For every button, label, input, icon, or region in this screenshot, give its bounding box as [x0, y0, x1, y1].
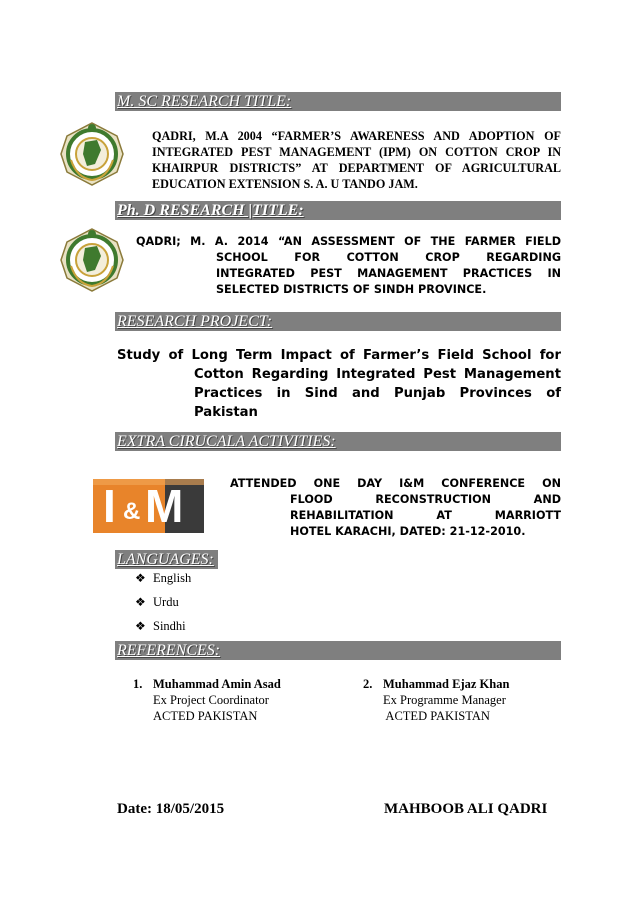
phd-title-first-line — [136, 234, 561, 250]
languages-heading: LANGUAGES: — [115, 550, 218, 569]
msc-title-text — [152, 128, 561, 192]
phd-line: SCHOOL FOR COTTON CROP REGARDING — [216, 251, 561, 264]
phd-line: QADRI; M. A. 2014 “AN ASSESSMENT OF THE FARMER FIELD — [136, 235, 561, 248]
extra-line: REHABILITATION AT MARRIOTT — [290, 509, 561, 522]
language-label: English — [153, 571, 192, 585]
project-text — [194, 365, 561, 422]
language-label: Sindhi — [153, 619, 186, 633]
phd-line: INTEGRATED PEST MANAGEMENT PRACTICES IN — [216, 267, 561, 280]
diamond-bullet-icon: ❖ — [135, 571, 146, 585]
phd-line: SELECTED DISTRICTS OF SINDH PROVINCE. — [216, 283, 487, 296]
extra-line: FLOOD RECONSTRUCTION AND — [290, 493, 561, 506]
diamond-bullet-icon: ❖ — [135, 595, 146, 609]
reference-org: ACTED PAKISTAN — [383, 709, 490, 723]
university-emblem-icon — [57, 120, 127, 188]
reference-item — [133, 676, 333, 724]
phd-title-text — [216, 250, 561, 298]
msc-heading-bar — [115, 92, 561, 111]
university-emblem-icon — [57, 226, 127, 294]
phd-heading: Ph. D RESEARCH |TITLE: — [117, 202, 304, 219]
extra-line: ATTENDED ONE DAY I&M CONFERENCE ON — [230, 477, 561, 490]
extra-heading: EXTRA CIRUCALA ACTIVITIES: — [117, 433, 336, 450]
extra-text — [290, 492, 561, 540]
reference-name: Muhammad Ejaz Khan — [383, 677, 510, 691]
reference-number: 1. — [133, 677, 143, 691]
im-logo-letter-i: I — [103, 480, 116, 532]
phd-heading-bar — [115, 201, 561, 220]
msc-line: INTEGRATED PEST MANAGEMENT (IPM) ON COTTON CROP IN — [152, 145, 561, 159]
im-logo-ampersand: & — [123, 498, 141, 525]
msc-line: QADRI, M.A 2004 “FARMER’S AWARENESS AND ADOPTION OF — [152, 129, 561, 143]
reference-role: Ex Programme Manager — [383, 693, 506, 707]
project-line: Cotton Regarding Integrated Pest Management — [194, 367, 561, 382]
im-logo — [93, 477, 204, 535]
extra-line: HOTEL KARACHI, DATED: 21-12-2010. — [290, 525, 526, 538]
project-line: Study of Long Term Impact of Farmer’s Field School for — [117, 348, 561, 363]
project-heading: RESEARCH PROJECT: — [117, 313, 273, 330]
project-line: Pakistan — [194, 405, 258, 420]
extra-heading-bar — [115, 432, 561, 451]
language-item — [135, 618, 186, 634]
extra-first-line — [230, 476, 561, 492]
reference-number: 2. — [363, 677, 373, 691]
project-line: Practices in Sind and Punjab Provinces of — [194, 386, 561, 401]
reference-role: Ex Project Coordinator — [153, 693, 269, 707]
diamond-bullet-icon: ❖ — [135, 619, 146, 633]
msc-heading: M. SC RESEARCH TITLE: — [117, 93, 292, 110]
references-heading-bar — [115, 641, 561, 660]
footer-signature-name: MAHBOOB ALI QADRI — [384, 801, 548, 817]
references-heading: REFERENCES: — [117, 642, 221, 659]
reference-name: Muhammad Amin Asad — [153, 677, 281, 691]
language-item — [135, 594, 179, 610]
project-heading-bar — [115, 312, 561, 331]
reference-org: ACTED PAKISTAN — [153, 709, 258, 723]
language-item — [135, 570, 191, 586]
msc-line: EDUCATION EXTENSION S. A. U TANDO JAM. — [152, 177, 418, 191]
language-label: Urdu — [153, 595, 179, 609]
project-first-line — [117, 346, 561, 365]
footer-date: Date: 18/05/2015 — [117, 801, 225, 817]
im-logo-letter-m: M — [145, 480, 184, 532]
reference-item — [363, 676, 561, 724]
msc-line: KHAIRPUR DISTRICTS” AT DEPARTMENT OF AGRICULTURAL — [152, 161, 561, 175]
